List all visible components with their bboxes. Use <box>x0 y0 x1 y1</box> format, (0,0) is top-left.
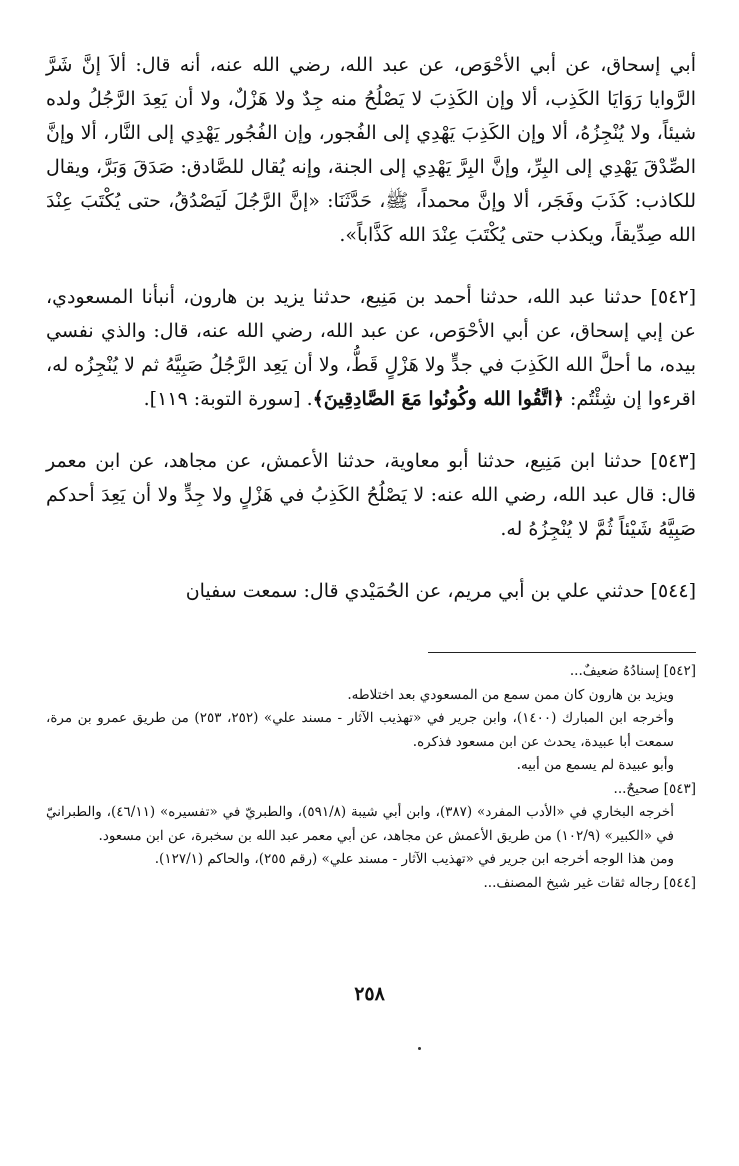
paragraph-text: أبي إسحاق، عن أبي الأحْوَص، عن عبد الله، رضي الله عنه، أنه قال: ألاَ إنَّ شَرَّ الرَّوايا رَوَايَا الكَذِب، ألا وإن الكَذِبَ لا يَصْلُحُ منه جِدٌ ولا هَزْلٌ، ولا أن يَعِدَ الرَّجُلُ ولده شيئاً، ولا يُنْجِزُهُ، ألا وإن الكَذِبَ يَهْدِي إلى الفُجور، وإن الفُجُور يَهْدِي إلى النَّار، ألا وإنَّ الصِّدْقَ يَهْدِي إلى البِرِّ، وإنَّ البِرَّ يَهْدِي إلى الجنة، وإنه يُقال للصَّادق: صَدَقَ وَبَرَّ، ويقال للكاذب: كَذَبَ وفَجَر، ألا وإنَّ محمداً، ﷺ، حَدَّثَنَا: «إنَّ الرَّجُلَ لَيَصْدُقُ، حتى يُكْتَبَ عِنْدَ الله صِدِّيقاً، ويكذب حتى يُكْتَبَ عِنْدَ الله كَذَّاباً». <box>46 54 696 246</box>
footnote-line: [٥٤٢] إسنادُهُ ضعيفٌ... <box>569 663 696 679</box>
footnote-line: ويزيد بن هارون كان ممن سمع من المسعودي بعد اختلاطه. <box>347 686 674 703</box>
footnote-line: وأبو عبيدة لم يسمع من أبيه. <box>516 757 674 773</box>
quran-verse: ﴿اتَّقُوا الله وكُونُوا مَعَ الصَّادِقِينَ﴾ <box>312 388 564 410</box>
footnote-line: أخرجه البخاري في «الأدب المفرد» (٣٨٧)، وابن أبي شيبة (٥٩١/٨)، والطبريّ في «تفسيره» (٤٦/١١)، والطبرانيّ في «الكبير» (١٠٢/٩) من طريق الأعمش عن مجاهد، عن أبي معمر عبد الله بن سخبرة، عن ابن مسعود. <box>46 804 674 844</box>
footnotes <box>46 660 696 895</box>
footnote-line: [٥٤٤] رجاله ثقات غير شيخ المصنف... <box>483 874 696 891</box>
footnote-line: ومن هذا الوجه أخرجه ابن جرير في «تهذيب الآثار - مسند علي» (رقم ٢٥٥)، والحاكم (١٢٧/١). <box>154 851 674 867</box>
main-text <box>46 48 696 608</box>
surah-reference: . [سورة التوبة: ١١٩]. <box>143 388 313 410</box>
footnote-line: [٥٤٣] صحيحٌ... <box>613 780 696 797</box>
page-number: ٢٥٨ <box>354 983 385 1005</box>
paragraph-544 <box>46 574 696 608</box>
paragraph-541-continuation <box>46 48 696 252</box>
hadith-number: [٥٤٣] <box>650 450 696 472</box>
footnote-separator <box>428 652 696 653</box>
hadith-number: [٥٤٢] <box>650 286 696 308</box>
hadith-number: [٥٤٤] <box>650 580 696 602</box>
speck-mark <box>418 1047 421 1050</box>
paragraph-text: حدثني علي بن أبي مريم، عن الحُمَيْدي قال: سمعت سفيان <box>185 580 645 602</box>
paragraph-text: حدثنا عبد الله، حدثنا أحمد بن مَنِيع، حدثنا يزيد بن هارون، أنبأنا المسعودي، عن إبي إسحاق، عن أبي الأحْوَص، عن عبد الله، رضي الله عنه، قال: والذي نفسي بيده، ما أحلَّ الله الكَذِبَ في جدٍّ ولا هَزْلٍ قَطُّ، ولا أن يَعِد الرَّجُلُ صَبِيَّهُ ثم لا يُنْجِزُه له، اقرءوا إن شِئْتُم: <box>46 286 696 410</box>
footnote-line: وأخرجه ابن المبارك (١٤٠٠)، وابن جرير في «تهذيب الآثار - مسند علي» (٢٥٢، ٢٥٣) من طريق عمرو بن مرة، سمعت أبا عبيدة، يحدث عن ابن مسعود فذكره. <box>46 710 674 750</box>
paragraph-text: حدثنا ابن مَنِيع، حدثنا أبو معاوية، حدثنا الأعمش، عن مجاهد، عن ابن معمر قال: قال عبد الله، رضي الله عنه: لا يَصْلُحُ الكَذِبُ في هَزْلٍ ولا جِدٍّ ولا أن يَعِدَ أحدكم صَبِيَّهُ شَيْئاً ثُمَّ لا يُنْجِزُهُ له. <box>46 450 696 540</box>
paragraph-542 <box>46 280 696 416</box>
paragraph-543 <box>46 444 696 546</box>
